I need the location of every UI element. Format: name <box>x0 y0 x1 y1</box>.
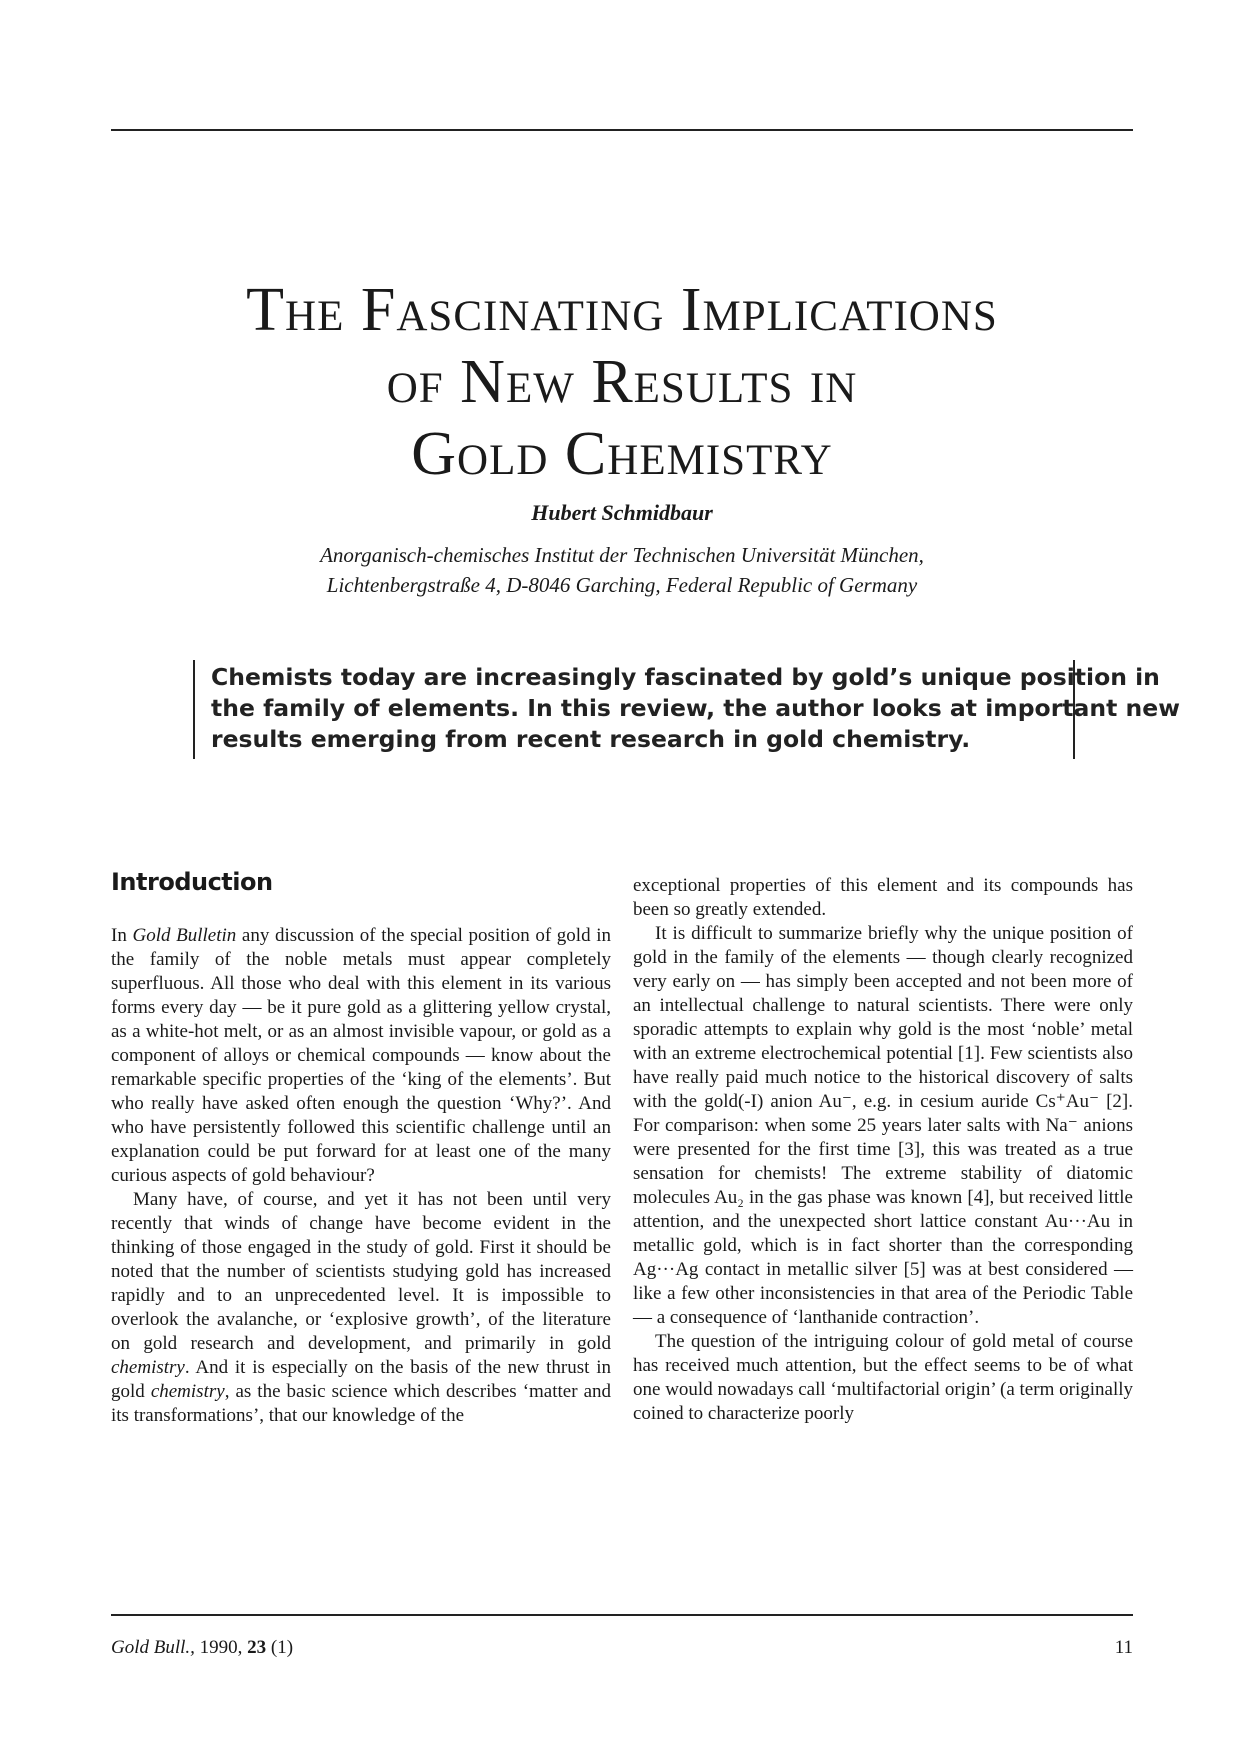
affiliation-line-2: Lichtenbergstraße 4, D-8046 Garching, Federal Republic of Germany <box>326 573 918 597</box>
p1-text: any discussion of the special position of gold in the family of the noble metals must appear completely superfluous. All those who deal with this element in its various forms every day — be it pure gold as a glittering yellow crystal, as a white-hot melt, or as an almost invisible vapour, or gold as a component of alloys or chemical compounds — know about the remarkable specific properties of the ‘king of the elements’. But who really have asked often enough the question ‘Why?’. And who have persistently followed this scientific challenge until an explanation could be put forward for at least one of the many curious aspects of gold behaviour? <box>111 925 612 1186</box>
paragraph-1 <box>111 924 611 1188</box>
p2-text-b: . And it is especially on the basis of the new thrust in gold <box>111 1357 611 1402</box>
abstract-line-2: the family of elements. In this review, the author looks at important new <box>211 694 1180 722</box>
p2-emphasis-2: chemistry <box>150 1381 225 1402</box>
bottom-rule <box>111 1614 1133 1616</box>
top-rule <box>111 129 1133 131</box>
footer-year: 1990, <box>194 1637 248 1658</box>
footer-issue: (1) <box>266 1637 294 1658</box>
affiliation-line-1: Anorganisch-chemisches Institut der Technischen Universität München, <box>320 543 924 567</box>
p2-text-c: , as the basic science which describes ‘matter and its transformations’, that our knowledge of the <box>111 1381 612 1426</box>
journal-name-inline: Gold Bulletin <box>132 925 237 946</box>
title-line-1: The Fascinating Implications <box>246 275 998 344</box>
title-line-3: Gold Chemistry <box>411 419 833 488</box>
footer-journal: Gold Bull., <box>111 1637 195 1658</box>
right-column <box>633 874 1133 1426</box>
author-name: Hubert Schmidbaur <box>531 500 713 525</box>
abstract-line-3: results emerging from recent research in gold chemistry. <box>211 725 971 753</box>
paragraph-3: It is difficult to summarize briefly why the unique position of gold in the family of the elements — though clearly recognized very early on — has simply been accepted and not been more of an intellectual challenge to natural scientists. There were only sporadic attempts to explain why gold is the most ‘noble’ metal with an extreme electrochemical potential [1]. Few scientists also have really paid much notice to the historical discovery of salts with the gold(-I) anion Au⁻, e.g. in cesium auride Cs⁺Au⁻ [2]. For comparison: when some 25 years later salts with Na⁻ anions were presented for the first time [3], this was treated as a true sensation for chemists! The extreme stability of diatomic molecules Au₂ in the gas phase was known [4], but received little attention, and the unexpected short lattice constant Au···Au in metallic gold, which is in fact shorter than the corresponding Ag···Ag contact in metallic silver [5] was at best considered — like a few other inconsistencies in that area of the Periodic Table — a consequence of ‘lanthanide contraction’. <box>633 923 1133 1328</box>
paragraph-continued: exceptional properties of this element and its compounds has been so greatly extended. <box>633 875 1133 920</box>
paragraph-4: The question of the intriguing colour of gold metal of course has received much attention, but the effect seems to be of what one would nowadays call ‘multifactorial origin’ (a term originally coined to characterize poorly <box>633 1331 1133 1424</box>
abstract-line-1: Chemists today are increasingly fascinated by gold’s unique position in <box>211 663 1160 691</box>
author-affiliation <box>111 540 1133 600</box>
abstract-box <box>193 660 1180 759</box>
title-line-2: of New Results in <box>386 347 858 416</box>
p2-emphasis-1: chemistry <box>111 1357 185 1378</box>
left-column <box>111 924 611 1428</box>
footer-citation <box>111 1637 293 1659</box>
p1-prefix: In <box>111 925 133 946</box>
article-title <box>111 274 1133 490</box>
footer-volume: 23 <box>247 1637 267 1658</box>
page-number: 11 <box>1114 1637 1133 1658</box>
section-heading-introduction: Introduction <box>111 868 273 896</box>
paragraph-2 <box>111 1188 611 1428</box>
p2-text-a: Many have, of course, and yet it has not been until very recently that winds of change have become evident in the thinking of those engaged in the study of gold. First it should be noted that the number of scientists studying gold has increased rapidly and to an unprecedented level. It is impossible to overlook the avalanche, or ‘explosive growth’, of the literature on gold research and development, and primarily in gold <box>111 1189 611 1354</box>
